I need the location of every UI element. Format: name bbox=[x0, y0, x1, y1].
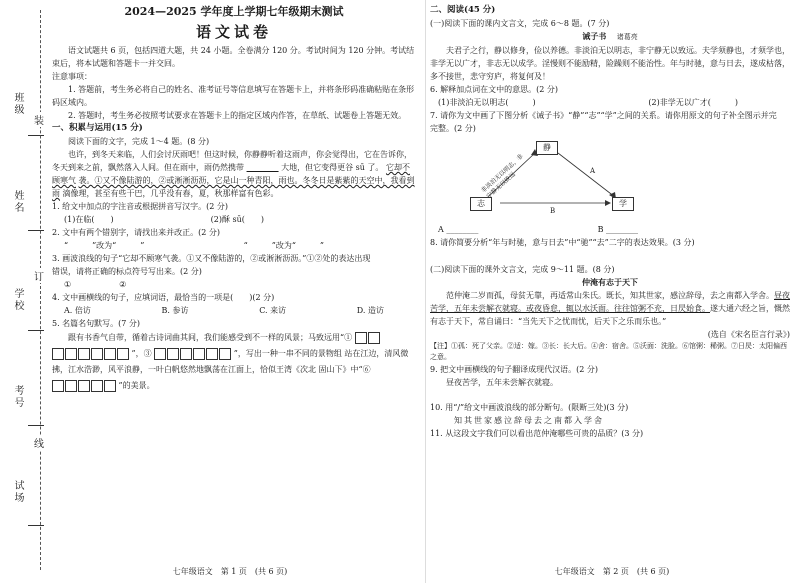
question-4: 4. 文中画横线的句子，应填词语，最恰当的一项是( )(2 分) bbox=[52, 293, 275, 302]
fill-line bbox=[28, 425, 44, 426]
question-3-cont: 错误，请将正确的标点符号写出来。(2 分) bbox=[52, 267, 202, 276]
q2-item-b: “ ”改为“ ” bbox=[243, 241, 324, 250]
page-2-content bbox=[430, 4, 790, 440]
bind-char-ding: 订 bbox=[34, 268, 44, 283]
q6-item-1: (1)非淡泊无以明志( ) bbox=[438, 98, 536, 107]
question-7: 7. 请你为文中画了下图分析《诫子书》“静”“志”“学”之间的关系。请你用原文的句子补全图示并完 bbox=[430, 111, 777, 120]
node-zhi: 志 bbox=[470, 197, 492, 211]
classical-line: 才须学也，非学无以广才，非志无以成学。淫慢则不能励精，险躁则不能治性。年与时驰，意与 bbox=[430, 46, 790, 68]
passage-text bbox=[52, 148, 416, 200]
question-11: 11. 从这段文字我们可以看出范仲淹哪些可贵的品质？(3 分) bbox=[430, 429, 644, 438]
q5-text: 跟有书香气自带，循着古诗词曲其间，我们能感受到不一样的风景；马致远用“① bbox=[68, 333, 353, 342]
question-10: 10. 用“/”给文中画波浪线的部分断句。(限断三处)(3 分) bbox=[430, 403, 629, 412]
q7-blank-a: A ________ bbox=[438, 225, 479, 234]
diagram-label-a: A bbox=[590, 167, 596, 175]
exam-intro: 语文试题共 6 页，包括四道大题，共 24 小题。全卷满分 120 分。考试时间为 120 分钟。考试结束后，将本试题和答题卡一并交回。 bbox=[52, 46, 415, 68]
question-7-cont: 完整。(2 分) bbox=[430, 124, 476, 133]
exam-page-2 bbox=[430, 0, 794, 583]
question-6: 6. 解释加点词在文中的意思。(2 分) bbox=[430, 85, 559, 94]
page-1-footer: 七年级语文 第 1 页 (共 6 页) bbox=[172, 567, 288, 576]
question-9: 9. 把文中画横线的句子翻译成现代汉语。(2 分) bbox=[430, 365, 599, 374]
q4-options bbox=[64, 304, 384, 317]
q3-answers: ① ② bbox=[64, 280, 159, 289]
fill-line bbox=[28, 330, 44, 331]
question-8: 8. 请你简要分析“年与时驰，意与日去”中“驰”“去”二字的表达效果。(3 分) bbox=[430, 238, 695, 247]
note-1: 1. 答题前，考生务必将自己的姓名、准考证号等信息填写在答题卡上，并将条形码准确粘贴在条形码区域内。 bbox=[52, 85, 415, 107]
note-2: 2. 答题时，考生务必按照考试要求在答题卡上的指定区域内作答，在草纸、试题卷上答题无效。 bbox=[68, 111, 407, 120]
reading-1-intro: (一)阅读下面的课内文言文，完成 6～8 题。(7 分) bbox=[430, 19, 610, 28]
passage-line: 大地，但它变得更谷 sū 了。 bbox=[281, 163, 384, 172]
margin-label-room: 试场 bbox=[12, 480, 23, 504]
q1-item-a: (1)在临( ) bbox=[64, 215, 114, 224]
margin-label-class: 班级 bbox=[12, 92, 23, 116]
edge-jing-xue bbox=[558, 153, 615, 197]
ext-line: 范仲淹二岁而孤，母贫无靠，再适常山朱氏。既长，知其世家，感泣辞母，去之南都入学舍。 bbox=[446, 291, 774, 300]
question-5: 5. 名篇名句默写。(7 分) bbox=[52, 319, 141, 328]
node-jing: 静 bbox=[536, 141, 558, 155]
poem-heading bbox=[430, 30, 790, 44]
answer-boxes bbox=[52, 380, 116, 392]
q4-option-c: C. 来访 bbox=[259, 306, 287, 315]
q5-text: 站在江边，清风微拂，江水浩渺，风平浪静，一叶白帆悠然地飘荡在江面上，恰似王湾《次北 bbox=[52, 349, 409, 374]
answer-boxes bbox=[355, 332, 380, 344]
page-divider bbox=[425, 0, 426, 583]
classical-text bbox=[430, 44, 790, 83]
q6-items bbox=[438, 96, 738, 109]
blank bbox=[247, 163, 279, 172]
classical-line: 夫君子之行，静以修身，俭以养德。非淡泊无以明志，非宁静无以致远。夫学须静也， bbox=[446, 46, 750, 55]
binding-margin bbox=[0, 0, 44, 583]
ext-line: 遂大通六经之旨，慨然有志于天下，常自诵曰：“当先天下之忧而忧，后天下之乐而乐也。” bbox=[430, 304, 790, 326]
section-2-heading: 二、阅读(45 分) bbox=[430, 5, 496, 15]
q1-answers bbox=[64, 213, 264, 226]
q5-text: ”，写出一种一串不同的景物组 bbox=[233, 349, 342, 358]
margin-label-exam-id: 考号 bbox=[12, 385, 23, 409]
q5-text: 固山下》中“⑥ bbox=[318, 365, 371, 374]
diagram-label-b: B bbox=[550, 207, 556, 215]
q4-option-b: B. 参访 bbox=[161, 306, 189, 315]
ext-source: (选自《宋名臣言行录》) bbox=[707, 330, 790, 339]
q4-option-a: A. 倍访 bbox=[64, 306, 91, 315]
q9-sentence: 昼夜苦学，五年未尝解衣就寝。 bbox=[446, 378, 558, 387]
q5-text: ”的美景。 bbox=[118, 381, 155, 390]
answer-boxes bbox=[52, 348, 129, 360]
poem-author: 诸葛亮 bbox=[616, 33, 638, 41]
q5-text: ”，③ bbox=[131, 349, 152, 358]
fill-line bbox=[28, 135, 44, 136]
relation-diagram bbox=[440, 139, 770, 219]
node-xue: 学 bbox=[612, 197, 634, 211]
reading-intro: 阅读下面的文字，完成 1～4 题。(8 分) bbox=[68, 137, 210, 146]
ext-title: 仲淹有志于天下 bbox=[582, 277, 638, 287]
q7-blank-b: B ________ bbox=[597, 225, 638, 234]
ext-text bbox=[430, 289, 790, 328]
page-1-content bbox=[52, 4, 416, 394]
q10-sentence: 知其世家感泣辞母去之南都入学舍 bbox=[454, 416, 604, 425]
fill-line bbox=[28, 525, 44, 526]
passage-line: 滴像理，甚至有些干巴，几乎没有春，夏，秋那样富有色彩。 bbox=[62, 189, 279, 198]
question-1: 1. 给文中加点的字注音或根据拼音写汉字。(2 分) bbox=[52, 202, 229, 211]
bind-char-zhuang: 装 bbox=[34, 112, 44, 127]
margin-label-name: 姓名 bbox=[12, 190, 23, 214]
classical-line: 日去，遂成枯落，多不接世，悲守穷庐，将复何及！ bbox=[430, 59, 790, 81]
notes-title: 注意事项： bbox=[52, 72, 92, 81]
q4-option-d: D. 造访 bbox=[356, 306, 384, 315]
question-3: 3. 画波浪线的句子“它却不顾寒气袭。①又不像陆游的，②或淅淅沥沥。”①②处的表达出现 bbox=[52, 254, 371, 263]
poem-title: 诫子书 bbox=[582, 31, 607, 41]
page-2-footer: 七年级语文 第 2 页 (共 6 页) bbox=[554, 567, 670, 576]
q7-blanks bbox=[438, 223, 638, 236]
q6-item-2: (2)非学无以广才( ) bbox=[648, 98, 738, 107]
exam-subject: 语文试卷 bbox=[195, 23, 272, 41]
wavy-sentence: 它却不顾寒气 bbox=[52, 163, 410, 185]
fill-line bbox=[28, 230, 44, 231]
passage-line: 也许，到冬天来临，人们会讨厌雨吧！但这时候，你静静听着这雨声，你会觉得出，它在告诉你，冬天到来之前，飘然落入人间。但在雨中，雨仍然携带 bbox=[52, 150, 412, 172]
arrowhead bbox=[605, 200, 611, 206]
margin-label-school: 学校 bbox=[12, 288, 23, 312]
bind-char-xian: 线 bbox=[34, 435, 44, 450]
ext-notes: 【注】①孤：死了父亲。②适：嫁。③长：长大后。④舍：宿舍。⑤沃面：洗脸。⑥馆粥：稀粥。⑦日昃：太阳偏西之意。 bbox=[430, 342, 787, 361]
q1-item-b: (2)酥 sū( ) bbox=[210, 215, 264, 224]
q5-passage bbox=[52, 330, 416, 394]
diagram-edge-label: 非淡泊无以明志，非宁静无以致远 bbox=[480, 152, 525, 201]
exam-title: 2024—2025 学年度上学期七年级期末测试 bbox=[124, 5, 344, 18]
q2-answers bbox=[64, 239, 324, 252]
binding-line bbox=[40, 10, 41, 570]
question-2: 2. 文中有两个错别字，请找出来并改正。(2 分) bbox=[52, 228, 221, 237]
ext-line-underlined: 昼夜苦学，五年未尝解衣就寝。或夜昏怠，辄以水沃面。往往馆粥不充，日昃始食。 bbox=[430, 291, 790, 313]
q2-item-a: “ ”改为“ ” bbox=[64, 241, 145, 250]
wavy-sentence: 袭。①又不像陆游的，②或淅淅沥沥，它是山一种青阳，雨也。冬冬日是紫紫的天空中，我看到雨 bbox=[52, 176, 415, 198]
answer-boxes bbox=[154, 348, 231, 360]
section-1-heading: 一、积累与运用(15 分) bbox=[52, 123, 143, 133]
reading-2-intro: (二)阅读下面的课外文言文，完成 9～11 题。(8 分) bbox=[430, 265, 615, 274]
